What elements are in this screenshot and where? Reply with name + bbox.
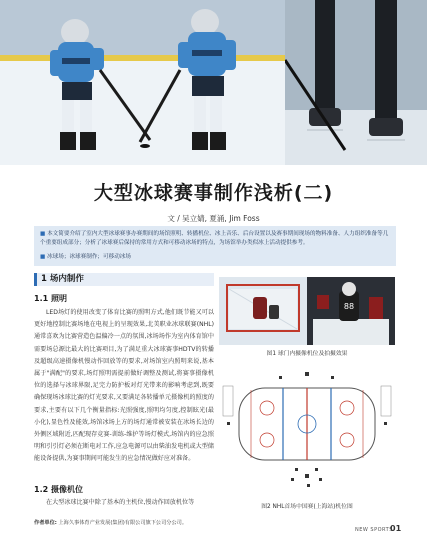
keywords-content: 冰球场；冰球赛制作；可移动冰场 — [47, 254, 131, 260]
summary-content: 本文简要介绍了室内大型冰球赛事办赛期间的场馆照明、转播机位、冰上音乐、后台设置以及赛事期间现场的物料准备、人力组织准备等几个重要组成部分；分析了冰球赛后保持的常用方式和可移动冰场的特点，为场馆举办类似冰上活动提供参考。 — [40, 231, 389, 246]
figure2-rink-diagram — [219, 366, 395, 498]
page-number: 01 — [390, 524, 402, 533]
author-unit-text: 上海久事体育产业发展(集团)有限公司旗下公司分公司。 — [58, 520, 188, 526]
figure1-caption: 图1 球门内摄像机位及拍摄效果 — [266, 351, 348, 357]
svg-text:88: 88 — [343, 302, 355, 311]
figure1-images — [219, 277, 395, 345]
subsection-heading-lighting: 1.1 照明 — [34, 294, 67, 303]
figure2-caption: 图2 NHL首场中国赛(上海站)机位图 — [261, 504, 353, 510]
magazine-name: NEW SPORTS — [355, 527, 393, 533]
subsection-heading-camera: 1.2 摄像机位 — [34, 485, 83, 494]
keywords-line — [40, 252, 392, 260]
section-heading: 1 场内制作 — [34, 273, 214, 286]
author-unit — [34, 519, 404, 526]
hockey-skates-photo — [285, 0, 427, 165]
author-unit-label: 作者单位: — [34, 520, 57, 526]
summary-text — [40, 230, 392, 248]
hockey-faceoff-photo — [0, 0, 285, 165]
lighting-paragraph: LED场灯的使用改变了体育比赛的照明方式,他们既节能又可以更好地控制比赛场地在电视上的呈现效果,北美职业冰球联赛(NHL)通常喜欢为比赛营造色温偏冷一点的氛围,冰场场作为室内体育馆中需要场总源比最大的比赛项目,为了满足重大冰球赛事HDTV的转播及超级高速摄像机慢动作回放等的要求,对场馆室内照明来说,基本属于"满配"的要求,场灯照明需提前做好调整及测试,将赛事摄像机位的选择与冰球界限,足完力防护板对灯光带来的影响考虑到,既要确保现场冰球比赛的灯光要求,又要满足各转播单元摄像机的照度的要求,主要有以下几个衡量指标:光照强度,照明均匀度,控制眩光(最小化),显色性及能效,场馆冰场上方的场灯通常被安装在冰场长边的外侧区域附近,匹配现存竞赛-训练-维护等场灯模式,场馆内的应急照明和引引灯必须在断电对工作,应急电源可以由柴油发电机或大型储能设备提供,为赛事期间可能发生的应急情况做好应对准备。 — [34, 309, 214, 463]
square-bullet-icon: ■ — [40, 231, 46, 237]
square-bullet-icon: ■ — [40, 254, 46, 260]
article-author: 文 / 吴立婧, 夏涌, Jim Foss — [167, 214, 260, 223]
camera-paragraph: 在大型冰球比赛中除了基本的主机位,慢动作回放机位等 — [46, 499, 195, 506]
article-title: 大型冰球赛事制作浅析(二) — [93, 182, 334, 204]
